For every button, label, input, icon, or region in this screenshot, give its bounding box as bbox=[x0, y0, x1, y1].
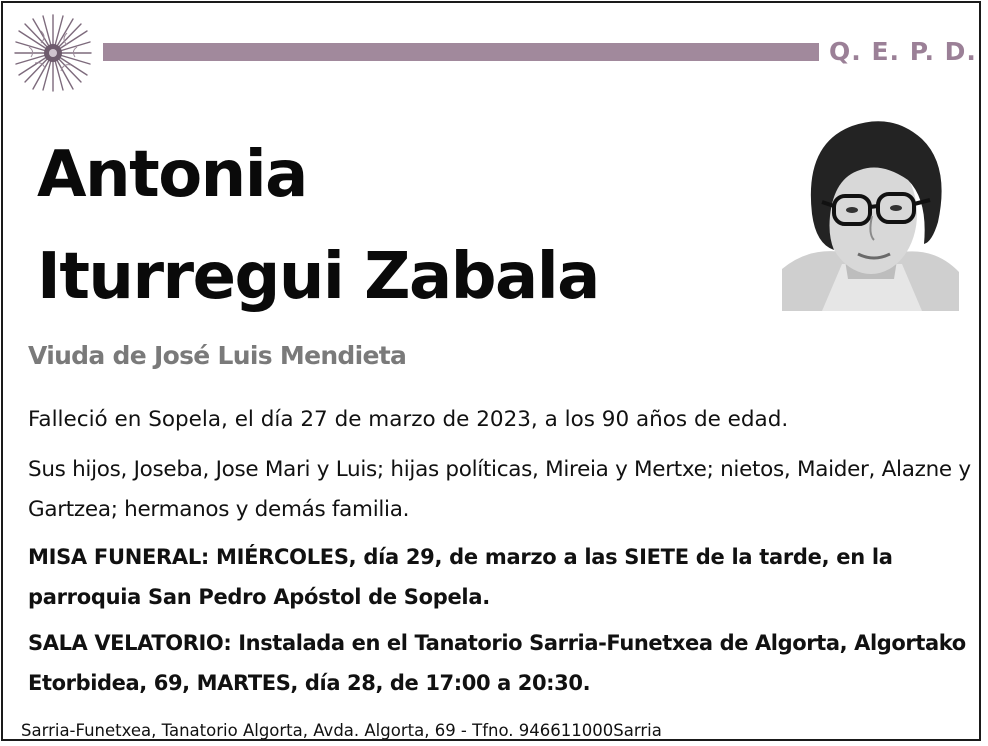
death-notice-text: Falleció en Sopela, el día 27 de marzo de 2023, a los 90 años de edad. bbox=[28, 407, 789, 432]
deceased-subtitle: Viuda de José Luis Mendieta bbox=[28, 341, 407, 370]
thistle-flower-icon bbox=[11, 11, 95, 95]
funeral-mass-text: MISA FUNERAL: MIÉRCOLES, día 29, de marzo a las SIETE de la tarde, en la parroquia San Pedro Apóstol de Sopela. bbox=[28, 545, 893, 609]
portrait-photo bbox=[782, 104, 959, 311]
wake-room-text: SALA VELATORIO: Instalada en el Tanatorio Sarria-Funetxea de Algorta, Algortako Etorbidea, 69, MARTES, día 28, de 17:00 a 20:30. bbox=[28, 631, 966, 695]
deceased-last-names: Iturregui Zabala bbox=[37, 240, 599, 314]
qepd-label: Q. E. P. D. bbox=[829, 37, 977, 66]
funeral-home-footer: Sarria-Funetxea, Tanatorio Algorta, Avda. Algorta, 69 - Tfno. 946611000Sarria bbox=[21, 721, 662, 740]
obituary-card bbox=[1, 1, 981, 741]
header-accent-bar bbox=[103, 43, 819, 61]
family-text: Sus hijos, Joseba, Jose Mari y Luis; hijas políticas, Mireia y Mertxe; nietos, Maider, Alazne y Gartzea; hermanos y demás familia. bbox=[28, 457, 971, 522]
deceased-first-name: Antonia bbox=[37, 138, 307, 212]
